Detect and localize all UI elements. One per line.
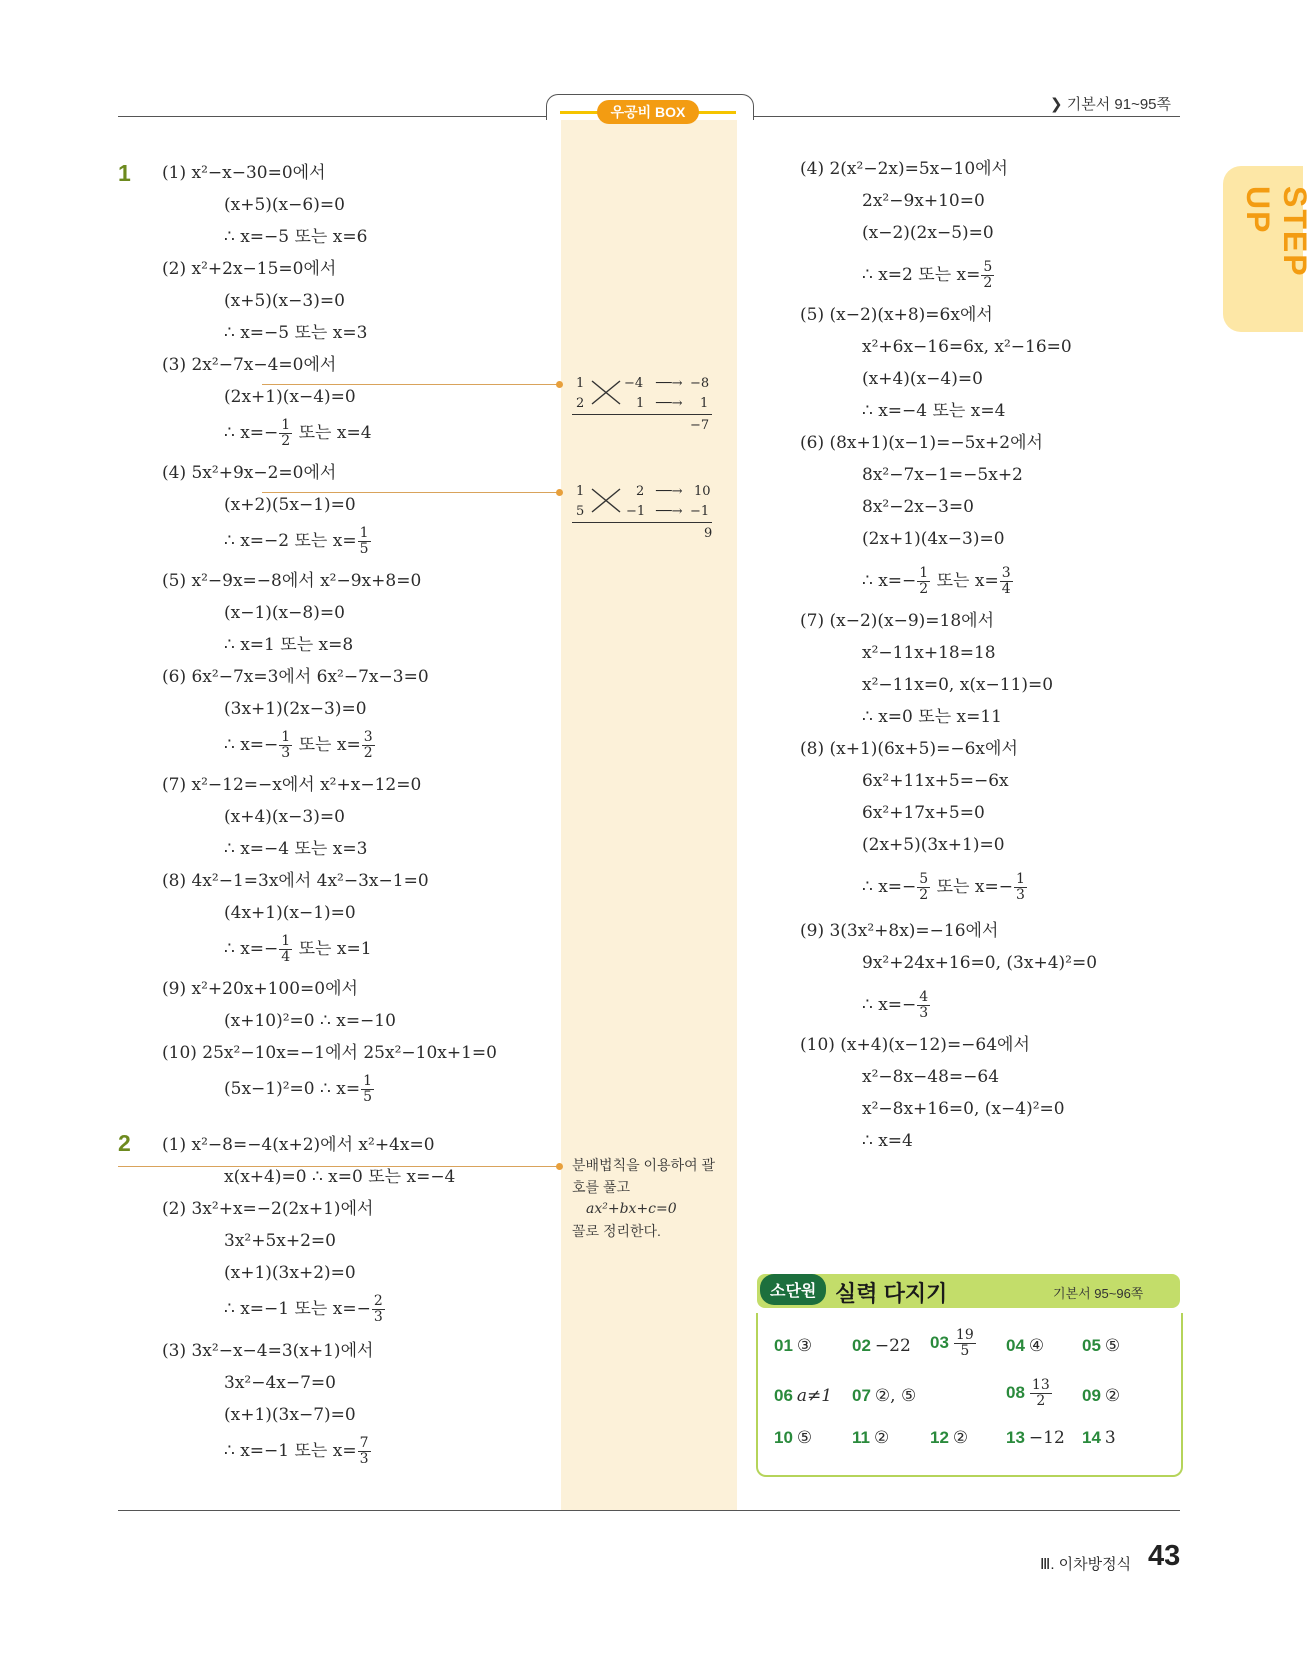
fraction: $\frac{1}{3}$ bbox=[281, 729, 291, 761]
fraction: $\frac{1}{5}$ bbox=[363, 1073, 372, 1105]
p1-solution: ∴ x=− $\frac{1}{4}$ 또는 x=1 bbox=[224, 933, 372, 965]
r-line: 8x²−2x−3=0 bbox=[862, 497, 974, 517]
leader-dot bbox=[556, 1163, 563, 1170]
p1-line: (4) 5x²+9x−2=0에서 bbox=[162, 463, 337, 483]
cross-icon bbox=[590, 378, 624, 412]
p1-line: ∴ x=−5 또는 x=6 bbox=[224, 227, 368, 247]
problem-number-1: 1 bbox=[118, 160, 131, 186]
p2-line: x(x+4)=0 ∴ x=0 또는 x=−4 bbox=[224, 1167, 456, 1187]
answer-reference: 기본서 95~96쪽 bbox=[1053, 1286, 1144, 1301]
answer-item: 11 ② bbox=[852, 1428, 890, 1448]
r-line: (8) (x+1)(6x+5)=−6x에서 bbox=[800, 739, 1018, 759]
p1-line: (10) 25x²−10x=−1에서 25x²−10x+1=0 bbox=[162, 1043, 497, 1063]
leader-line bbox=[118, 1166, 560, 1167]
answer-item: 08 $\frac{13}{2}$ bbox=[1006, 1377, 1050, 1409]
answer-item: 12 ② bbox=[930, 1428, 969, 1448]
leader-dot bbox=[556, 381, 563, 388]
footer-chapter: Ⅲ. 이차방정식 bbox=[1040, 1556, 1132, 1573]
box-label-bar bbox=[560, 103, 736, 121]
p1-line: (x+5)(x−6)=0 bbox=[224, 195, 345, 215]
answer-item: 05 ⑤ bbox=[1082, 1336, 1121, 1356]
answer-item: 10 ⑤ bbox=[774, 1428, 813, 1448]
leader-line bbox=[262, 492, 560, 493]
answer-title: 실력 다지기 bbox=[835, 1281, 948, 1306]
p1-line: (1) x²−x−30=0에서 bbox=[162, 163, 326, 183]
r-solution: ∴ x=− $\frac{4}{3}$ bbox=[862, 989, 929, 1021]
r-line: (2x+1)(4x−3)=0 bbox=[862, 529, 1005, 549]
answer-item: 02 −22 bbox=[852, 1336, 911, 1356]
p1-line: (4x+1)(x−1)=0 bbox=[224, 903, 356, 923]
p1-line: (3x+1)(2x−3)=0 bbox=[224, 699, 367, 719]
p1-solution: ∴ x=− $\frac{1}{3}$ 또는 x= $\frac{3}{2}$ bbox=[224, 729, 373, 761]
r-line: 8x²−7x−1=−5x+2 bbox=[862, 465, 1023, 485]
r-line: x²+6x−16=6x, x²−16=0 bbox=[862, 337, 1072, 357]
page-number: 43 bbox=[1148, 1540, 1181, 1572]
r-line: 6x²+11x+5=−6x bbox=[862, 771, 1009, 791]
p1-line: (x+5)(x−3)=0 bbox=[224, 291, 345, 311]
leader-dot bbox=[556, 489, 563, 496]
p2-line: (2) 3x²+x=−2(2x+1)에서 bbox=[162, 1199, 374, 1219]
p1-solution: ∴ x=− $\frac{1}{2}$ 또는 x=4 bbox=[224, 417, 372, 449]
p1-line: ∴ x=−5 또는 x=3 bbox=[224, 323, 368, 343]
leader-line bbox=[262, 384, 560, 385]
r-line: (x+4)(x−4)=0 bbox=[862, 369, 983, 389]
answer-item: 04 ④ bbox=[1006, 1336, 1045, 1356]
cross-icon bbox=[590, 486, 624, 520]
r-solution: ∴ x=− $\frac{1}{2}$ 또는 x= $\frac{3}{4}$ bbox=[862, 565, 1011, 597]
fraction: $\frac{1}{3}$ bbox=[1015, 871, 1025, 903]
fraction: $\frac{1}{2}$ bbox=[919, 565, 929, 597]
answer-item: 09 ② bbox=[1082, 1386, 1121, 1406]
fraction: $\frac{3}{4}$ bbox=[1001, 565, 1011, 597]
p2-solution: ∴ x=−1 또는 x= $\frac{7}{3}$ bbox=[224, 1435, 369, 1467]
p1-solution: ∴ x=−2 또는 x= $\frac{1}{5}$ bbox=[224, 525, 369, 557]
r-line: (4) 2(x²−2x)=5x−10에서 bbox=[800, 159, 1008, 179]
box-column bbox=[561, 112, 737, 1510]
p1-line: (3) 2x²−7x−4=0에서 bbox=[162, 355, 337, 375]
p1-line: ∴ x=−4 또는 x=3 bbox=[224, 839, 368, 859]
fraction: $\frac{1}{4}$ bbox=[281, 933, 291, 965]
r-line: x²−11x=0, x(x−11)=0 bbox=[862, 675, 1054, 695]
footer-rule bbox=[118, 1510, 1180, 1511]
r-line: 6x²+17x+5=0 bbox=[862, 803, 985, 823]
r-line: (2x+5)(3x+1)=0 bbox=[862, 835, 1005, 855]
p1-line: (6) 6x²−7x=3에서 6x²−7x−3=0 bbox=[162, 667, 429, 687]
fraction: $\frac{1}{5}$ bbox=[359, 525, 369, 557]
r-line: x²−11x+18=18 bbox=[862, 643, 996, 663]
p1-line: (x+4)(x−3)=0 bbox=[224, 807, 345, 827]
p1-line: (x+2)(5x−1)=0 bbox=[224, 495, 356, 515]
r-solution: ∴ x=− $\frac{5}{2}$ 또는 x=− $\frac{1}{3}$ bbox=[862, 871, 1025, 903]
step-up-tab: STEP UP bbox=[1223, 166, 1303, 332]
p2-line: 3x²+5x+2=0 bbox=[224, 1231, 336, 1251]
r-line: ∴ x=0 또는 x=11 bbox=[862, 707, 1002, 727]
answer-item: 14 3 bbox=[1082, 1428, 1116, 1448]
fraction: $\frac{5}{2}$ bbox=[983, 259, 993, 291]
fraction: $\frac{1}{2}$ bbox=[281, 417, 291, 449]
p1-line: (9) x²+20x+100=0에서 bbox=[162, 979, 358, 999]
fraction: $\frac{4}{3}$ bbox=[919, 989, 929, 1021]
fraction: $\frac{5}{2}$ bbox=[919, 871, 929, 903]
r-line: x²−8x+16=0, (x−4)²=0 bbox=[862, 1099, 1065, 1119]
p1-line: (2x+1)(x−4)=0 bbox=[224, 387, 356, 407]
answer-badge: 소단원 bbox=[760, 1274, 826, 1305]
p2-line: 3x²−4x−7=0 bbox=[224, 1373, 336, 1393]
answer-item: 06 a≠1 bbox=[774, 1386, 833, 1406]
p2-line: (x+1)(3x−7)=0 bbox=[224, 1405, 356, 1425]
r-solution: ∴ x=2 또는 x= $\frac{5}{2}$ bbox=[862, 259, 993, 291]
r-line: 9x²+24x+16=0, (3x+4)²=0 bbox=[862, 953, 1098, 973]
fraction: $\frac{7}{3}$ bbox=[359, 1435, 369, 1467]
fraction: $\frac{3}{2}$ bbox=[363, 729, 373, 761]
p1-line: (x+10)²=0 ∴ x=−10 bbox=[224, 1011, 396, 1031]
r-line: ∴ x=−4 또는 x=4 bbox=[862, 401, 1006, 421]
arrow-icon: ──→ bbox=[656, 396, 683, 411]
r-line: x²−8x−48=−64 bbox=[862, 1067, 1000, 1087]
chevron-right-icon: ❯ bbox=[1050, 96, 1067, 113]
answer-item: 01 ③ bbox=[774, 1336, 813, 1356]
problem-number-2: 2 bbox=[118, 1130, 131, 1156]
p1-solution: (5x−1)²=0 ∴ x= $\frac{1}{5}$ bbox=[224, 1073, 372, 1105]
fraction: $\frac{13}{2}$ bbox=[1031, 1377, 1050, 1409]
r-line: 2x²−9x+10=0 bbox=[862, 191, 985, 211]
p1-line: (2) x²+2x−15=0에서 bbox=[162, 259, 337, 279]
arrow-icon: ──→ bbox=[656, 376, 683, 391]
r-line: (5) (x−2)(x+8)=6x에서 bbox=[800, 305, 993, 325]
answer-item: 13 −12 bbox=[1006, 1428, 1065, 1448]
p2-solution: ∴ x=−1 또는 x=− $\frac{2}{3}$ bbox=[224, 1293, 383, 1325]
answer-item: 07 ②, ⑤ bbox=[852, 1386, 917, 1406]
p1-line: (7) x²−12=−x에서 x²+x−12=0 bbox=[162, 775, 422, 795]
r-line: (10) (x+4)(x−12)=−64에서 bbox=[800, 1035, 1030, 1055]
r-line: (9) 3(3x²+8x)=−16에서 bbox=[800, 921, 999, 941]
r-line: (6) (8x+1)(x−1)=−5x+2에서 bbox=[800, 433, 1043, 453]
p1-line: (5) x²−9x=−8에서 x²−9x+8=0 bbox=[162, 571, 422, 591]
arrow-icon: ──→ bbox=[656, 504, 683, 519]
box-label: 우공비 BOX bbox=[597, 100, 700, 124]
fraction: $\frac{2}{3}$ bbox=[373, 1293, 383, 1325]
reference-top: ❯ 기본서 91~95쪽 bbox=[1050, 96, 1172, 113]
p1-line: ∴ x=1 또는 x=8 bbox=[224, 635, 354, 655]
arrow-icon: ──→ bbox=[656, 484, 683, 499]
box-note: 분배법칙을 이용하여 괄 호를 풀고 ax²+bx+c=0 꼴로 정리한다. bbox=[572, 1157, 716, 1239]
r-line: ∴ x=4 bbox=[862, 1131, 913, 1151]
r-line: (7) (x−2)(x−9)=18에서 bbox=[800, 611, 995, 631]
p2-line: (x+1)(3x+2)=0 bbox=[224, 1263, 356, 1283]
p2-line: (1) x²−8=−4(x+2)에서 x²+4x=0 bbox=[162, 1135, 435, 1155]
p2-line: (3) 3x²−x−4=3(x+1)에서 bbox=[162, 1341, 374, 1361]
p1-line: (x−1)(x−8)=0 bbox=[224, 603, 345, 623]
r-line: (x−2)(2x−5)=0 bbox=[862, 223, 994, 243]
p1-line: (8) 4x²−1=3x에서 4x²−3x−1=0 bbox=[162, 871, 429, 891]
fraction: $\frac{19}{5}$ bbox=[955, 1327, 974, 1359]
answer-item: 03 $\frac{19}{5}$ bbox=[930, 1327, 974, 1359]
